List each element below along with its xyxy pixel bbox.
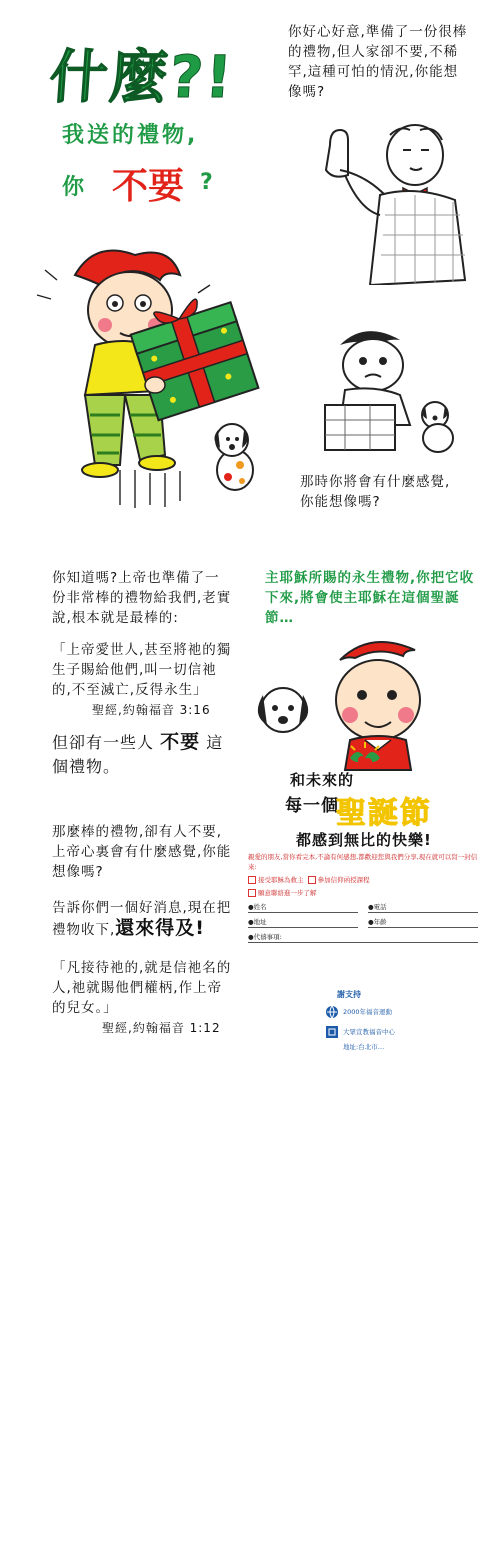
form-checkbox-2[interactable] bbox=[308, 876, 316, 884]
address-field[interactable]: ●地址 bbox=[248, 917, 358, 928]
left-text-3: 那麼棒的禮物,卻有人不要,上帝心裏會有什麼感覺,你能想像嗎? bbox=[52, 824, 232, 880]
prayer-request-field[interactable]: ●代禱事項: bbox=[248, 932, 478, 943]
man-refusing-illustration bbox=[315, 120, 475, 285]
form-option-3: 願意聯絡進一步了解 bbox=[258, 889, 317, 897]
sponsor-line1: 2000年福音運動 bbox=[343, 1007, 393, 1016]
left-ref-1: 聖經,約翰福音 3:16 bbox=[92, 703, 211, 717]
age-field[interactable]: ●年齡 bbox=[368, 917, 478, 928]
name-field[interactable]: ●姓名 bbox=[248, 902, 358, 913]
sponsor-block bbox=[325, 990, 475, 1052]
right-every-text: 每一個 bbox=[285, 796, 339, 816]
right-joy-text: 都感到無比的快樂! bbox=[296, 831, 432, 849]
top-right-text: 你好心好意,準備了一份很棒的禮物,但人家卻不要,不稀罕,這種可怕的情況,你能想像嗎? bbox=[288, 24, 468, 100]
right-future-text: 和未來的 bbox=[290, 771, 355, 789]
left-quote-2: 「凡接待祂的,就是信祂名的人,祂就賜他們權柄,作上帝的兒女。」 聖經,約翰福音 1:12 bbox=[52, 960, 232, 1035]
form-option-2: 參加信仰函授課程 bbox=[317, 876, 370, 884]
sponsor-line3: 地址:台北市… bbox=[343, 1043, 385, 1051]
subtitle-you: 你 bbox=[62, 175, 85, 200]
main-title: 什麼?! bbox=[47, 43, 237, 111]
left-ref-2: 聖經,約翰福音 1:12 bbox=[102, 1021, 221, 1035]
christmas-heading: 聖誕節 bbox=[336, 796, 432, 831]
left-text-1: 你知道嗎?上帝也準備了一份非常棒的禮物給我們,老實說,根本就是最棒的: bbox=[52, 570, 232, 626]
left-text-2: 但卻有一些人 不要 這個禮物。 bbox=[52, 731, 224, 776]
sponsor-title: 謝支持 bbox=[337, 990, 361, 999]
form-checkbox-1[interactable] bbox=[248, 876, 256, 884]
center-logo-icon bbox=[325, 1025, 339, 1039]
globe-logo-icon bbox=[325, 1005, 339, 1019]
form-intro: 親愛的朋友,當你看完本,不論有何感想,都歡迎您與我們分享,現在就可以寫一封信來: bbox=[248, 853, 478, 871]
boy-with-gift-illustration bbox=[25, 235, 270, 515]
subtitle-line1: 我送的禮物, bbox=[62, 123, 199, 148]
form-option-1: 接受耶穌為救主 bbox=[258, 876, 304, 884]
dont-want-emphasis: 不要 bbox=[160, 731, 201, 753]
subtitle-question: ? bbox=[200, 170, 213, 195]
left-text-4: 告訴你們一個好消息,現在把禮物收下,還來得及! bbox=[52, 900, 232, 939]
response-form bbox=[248, 852, 478, 943]
left-quote-1: 「上帝愛世人,甚至將祂的獨生子賜給他們,叫一切信祂的,不至滅亡,反得永生」 聖經,約翰福音 3:16 bbox=[52, 642, 232, 717]
sponsor-line2: 大眾宣教福音中心 bbox=[343, 1027, 395, 1036]
phone-field[interactable]: ●電話 bbox=[368, 902, 478, 913]
right-green-text: 主耶穌所賜的永生禮物,你把它收下來,將會使主耶穌在這個聖誕節… bbox=[265, 570, 475, 626]
form-checkbox-3[interactable] bbox=[248, 889, 256, 897]
sad-boy-illustration bbox=[315, 325, 470, 455]
subtitle-dont-want: 不要 bbox=[112, 166, 185, 207]
mid-right-text: 那時你將會有什麼感覺, 你能想像嗎? bbox=[300, 474, 451, 510]
